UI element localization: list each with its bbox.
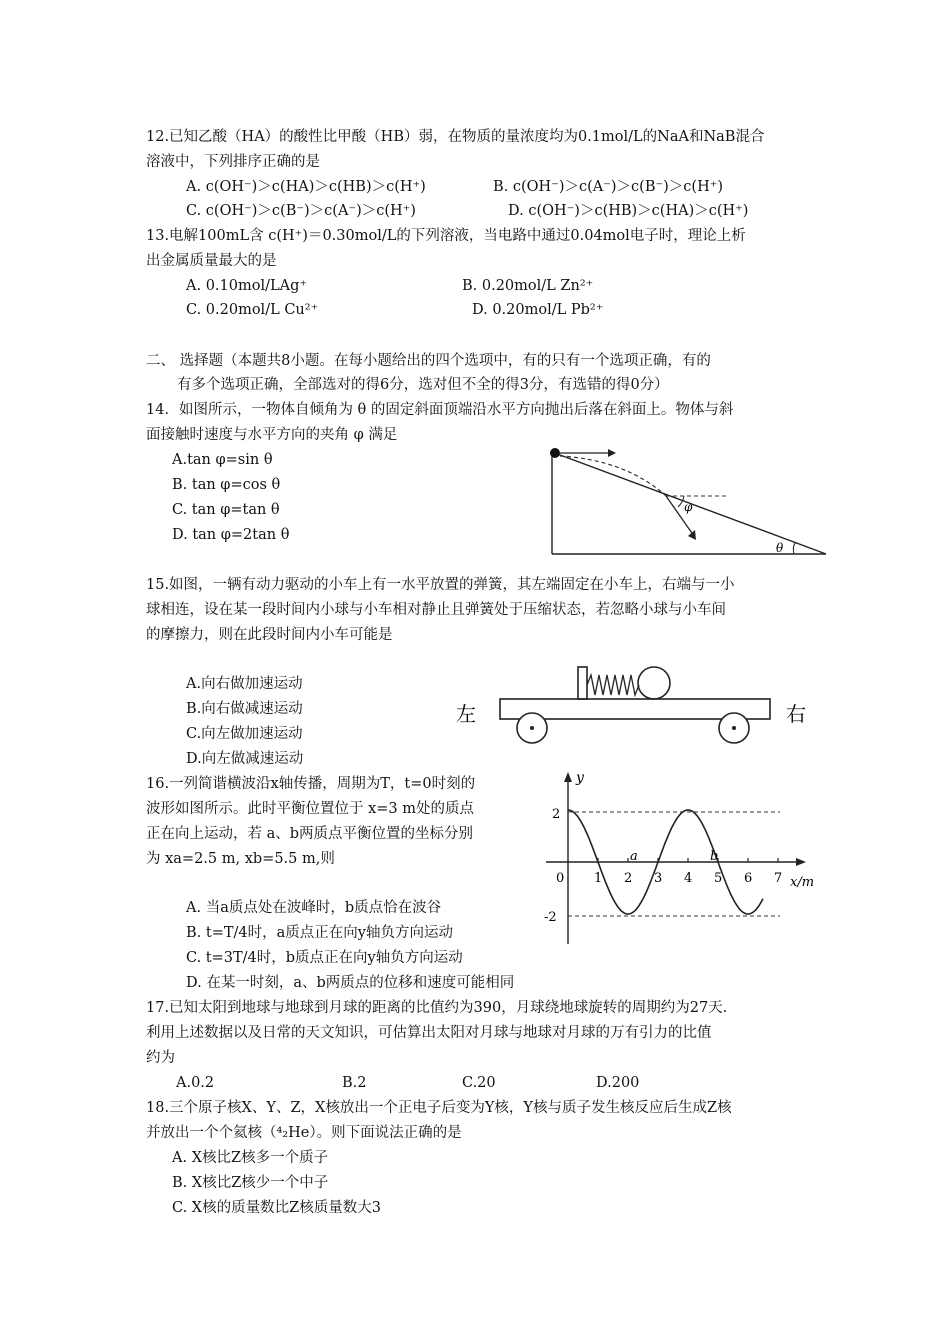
q16-option-c: C. t=3T/4时，b质点正在向y轴负方向运动 [186, 950, 463, 966]
q18-stem-line2: 并放出一个个氦核（⁴₂He）。则下面说法正确的是 [146, 1125, 462, 1141]
q16-point-a-label: a [630, 849, 638, 864]
q16-x-tick-label: 0 [556, 871, 565, 886]
q16-option-d: D. 在某一时刻，a、b两质点的位移和速度可能相同 [186, 975, 515, 991]
q15-stem-line1: 15.如图，一辆有动力驱动的小车上有一水平放置的弹簧，其左端固定在小车上，右端与一小 [146, 577, 735, 593]
q18-stem-line1: 18.三个原子核X、Y、Z，X核放出一个正电子后变为Y核，Y核与质子发生核反应后生成Z核 [146, 1100, 732, 1116]
q16-option-a: A. 当a质点处在波峰时，b质点恰在波谷 [186, 900, 442, 916]
q16-amp-neg-label: -2 [544, 910, 557, 925]
q16-stem-line2: 波形如图所示。此时平衡位置位于 x=3 m处的质点 [146, 801, 475, 817]
q17-option-b: B.2 [342, 1075, 367, 1091]
q17-option-a: A.0.2 [176, 1075, 215, 1091]
q12-option-a: A. c(OH⁻)＞c(HA)＞c(HB)＞c(H⁺) [186, 179, 426, 195]
q17-option-d: D.200 [596, 1075, 640, 1091]
q16-point-b-label: b [710, 849, 719, 864]
q16-amp-pos-label: 2 [552, 807, 561, 822]
q14-stem-line2: 面接触时速度与水平方向的夹角 φ 满足 [146, 427, 398, 443]
q13-option-d: D. 0.20mol/L Pb²⁺ [472, 302, 604, 318]
q17-stem-line1: 17.已知太阳到地球与地球到月球的距离的比值约为390，月球绕地球旋转的周期约为27天. [146, 1000, 728, 1016]
q16-x-tick-label: 1 [594, 871, 603, 886]
q12-stem-line1: 12.已知乙酸（HA）的酸性比甲酸（HB）弱，在物质的量浓度均为0.1mol/L的NaA和NaB混合 [146, 129, 765, 145]
section2-heading-line1: 二、 选择题（本题共8小题。在每小题给出的四个选项中，有的只有一个选项正确，有的 [146, 353, 711, 369]
q17-stem-line3: 约为 [146, 1050, 175, 1066]
q16-option-b: B. t=T/4时，a质点正在向y轴负方向运动 [186, 925, 453, 941]
q12-option-d: D. c(OH⁻)＞c(HB)＞c(HA)＞c(H⁺) [508, 203, 749, 219]
q16-x-tick-label: 5 [714, 871, 723, 886]
q16-stem-line1: 16.一列简谐横波沿x轴传播，周期为T，t=0时刻的 [146, 776, 476, 792]
q16-y-axis-label: y [576, 770, 584, 786]
q12-stem-line2: 溶液中，下列排序正确的是 [146, 154, 320, 170]
q15-cart-figure [450, 655, 820, 755]
q16-x-tick-label: 2 [624, 871, 633, 886]
q15-option-b: B.向右做减速运动 [186, 701, 303, 717]
q17-option-c: C.20 [462, 1075, 496, 1091]
q14-option-c: C. tan φ=tan θ [172, 502, 280, 518]
q17-stem-line2: 利用上述数据以及日常的天文知识，可估算出太阳对月球与地球对月球的万有引力的比值 [146, 1025, 712, 1041]
q16-stem-line3: 正在向上运动，若 a、b两质点平衡位置的坐标分别 [146, 826, 474, 842]
q16-x-tick-label: 7 [774, 871, 783, 886]
q14-phi-label: φ [684, 500, 693, 514]
q18-option-b: B. X核比Z核少一个中子 [172, 1175, 329, 1191]
q14-theta-label: θ [776, 541, 784, 555]
q12-option-c: C. c(OH⁻)＞c(B⁻)＞c(A⁻)＞c(H⁺) [186, 203, 416, 219]
q15-option-c: C.向左做加速运动 [186, 726, 303, 742]
section2-heading-line2: 有多个选项正确，全部选对的得6分，选对但不全的得3分，有选错的得0分） [177, 377, 669, 393]
q14-option-a: A.tan φ=sin θ [172, 452, 273, 468]
q16-x-tick-label: 6 [744, 871, 753, 886]
q16-x-tick-label: 4 [684, 871, 693, 886]
q15-option-d: D.向左做减速运动 [186, 751, 304, 767]
q16-stem-line4: 为 xa=2.5 m, xb=5.5 m,则 [146, 851, 335, 867]
q14-stem-line1: 14．如图所示，一物体自倾角为 θ 的固定斜面顶端沿水平方向抛出后落在斜面上。物体与斜 [146, 402, 734, 418]
q12-option-b: B. c(OH⁻)＞c(A⁻)＞c(B⁻)＞c(H⁺) [493, 179, 724, 195]
q13-option-b: B. 0.20mol/L Zn²⁺ [462, 278, 594, 294]
q18-option-a: A. X核比Z核多一个质子 [172, 1150, 329, 1166]
q14-option-d: D. tan φ=2tan θ [172, 527, 290, 543]
q13-option-c: C. 0.20mol/L Cu²⁺ [186, 302, 319, 318]
q15-left-label: 左 [456, 702, 476, 726]
q16-x-tick-label: 3 [654, 871, 663, 886]
q14-option-b: B. tan φ=cos θ [172, 477, 281, 493]
q16-wave-figure [540, 768, 830, 946]
q13-stem-line1: 13.电解100mL含 c(H⁺)＝0.30mol/L的下列溶液，当电路中通过0.04mol电子时，理论上析 [146, 228, 746, 244]
q13-stem-line2: 出金属质量最大的是 [146, 253, 277, 269]
q15-stem-line2: 球相连，设在某一段时间内小球与小车相对静止且弹簧处于压缩状态，若忽略小球与小车间 [146, 602, 726, 618]
q14-incline-figure [546, 440, 831, 560]
q15-option-a: A.向右做加速运动 [186, 676, 303, 692]
q15-right-label: 右 [786, 702, 806, 726]
q18-option-c: C. X核的质量数比Z核质量数大3 [172, 1200, 381, 1216]
q15-stem-line3: 的摩擦力，则在此段时间内小车可能是 [146, 627, 393, 643]
q16-x-axis-label: x/m [790, 875, 815, 890]
q13-option-a: A. 0.10mol/LAg⁺ [186, 278, 308, 294]
